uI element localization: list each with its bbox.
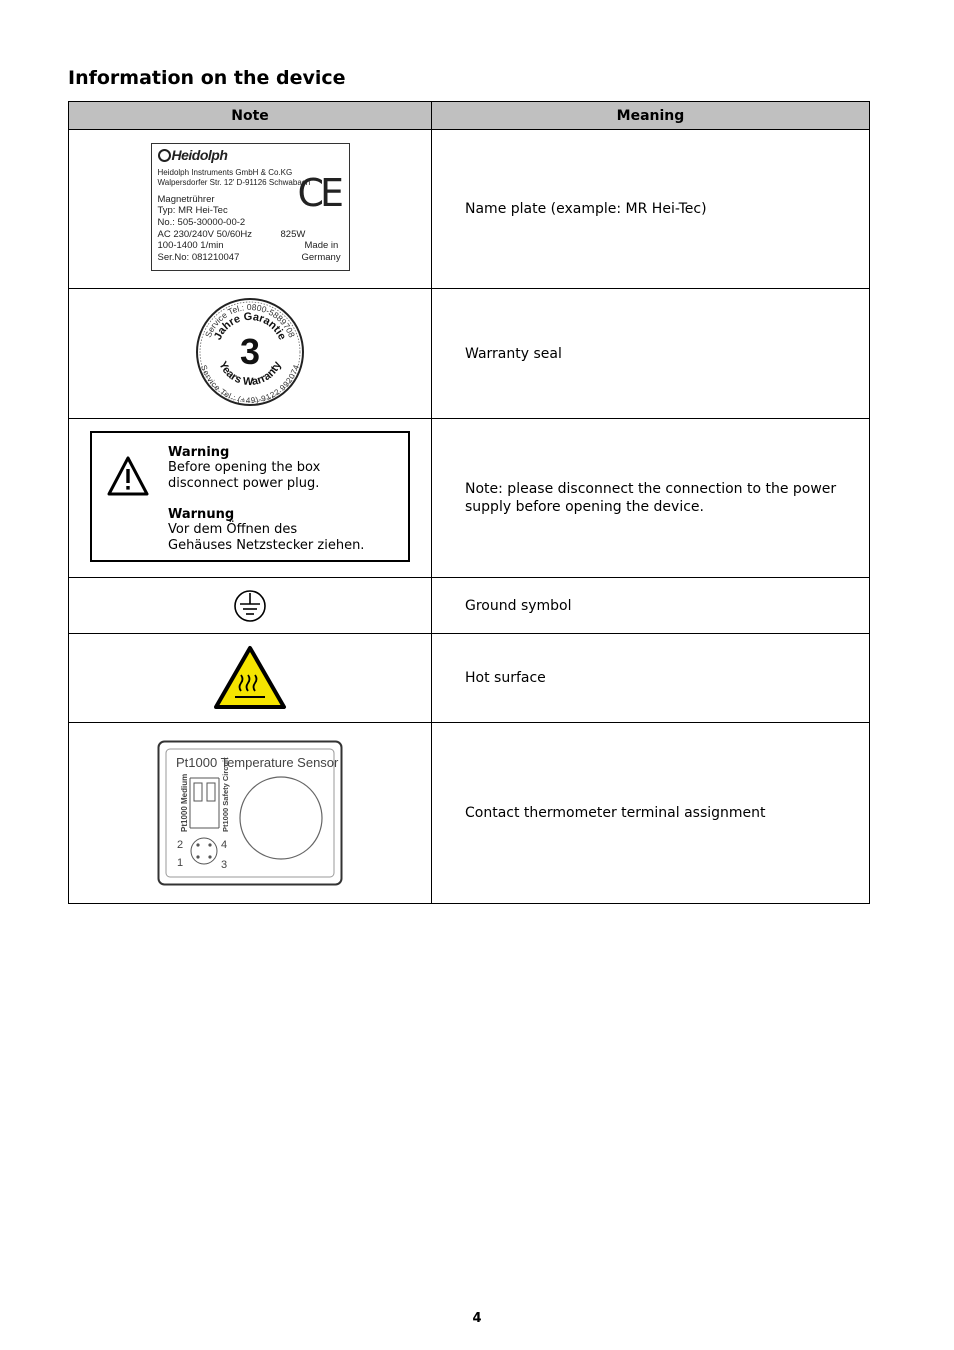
plate-address: Walpersdorfer Str. 12' D-91126 Schwabach <box>157 178 311 187</box>
meaning-cell: Contact thermometer terminal assignment <box>432 723 870 904</box>
ground-symbol-cell <box>69 578 432 634</box>
meaning-cell: Note: please disconnect the connection to the power supply before opening the device. <box>432 419 870 578</box>
warning-label <box>90 431 410 562</box>
table-row <box>69 634 870 723</box>
ce-mark: CE <box>297 171 341 215</box>
warning-line1-de: Vor dem Öffnen des <box>168 522 298 537</box>
table-row <box>69 289 870 419</box>
plate-power: AC 230/240V 50/60Hz <box>157 229 253 240</box>
meaning-column-header: Meaning <box>432 102 870 130</box>
heidolph-logo: Heidolph <box>158 149 228 162</box>
svg-text:Pt1000 Safety Circuit: Pt1000 Safety Circuit <box>221 757 230 832</box>
svg-text:Service Tel.: 0800-5889708: Service Tel.: 0800-5889708 <box>202 301 298 339</box>
warning-box-cell <box>69 419 432 578</box>
table-row <box>69 578 870 634</box>
meaning-cell: Ground symbol <box>432 578 870 634</box>
warranty-seal-cell <box>69 289 432 419</box>
sensor-label-icon <box>157 740 343 886</box>
plate-number: No.: 505-30000-00-2 <box>157 217 246 228</box>
svg-text:3: 3 <box>239 330 261 372</box>
svg-text:Service Tel.: (+49)-9122 99207: Service Tel.: (+49)-9122 992074 <box>199 363 301 405</box>
plate-speed: 100-1400 1/min <box>157 240 224 251</box>
svg-text:4: 4 <box>221 839 228 851</box>
hot-surface-icon <box>213 645 287 711</box>
meaning-cell: Hot surface <box>432 634 870 723</box>
svg-text:Jahre Garantie: Jahre Garantie <box>211 310 289 342</box>
plate-company: Heidolph Instruments GmbH & Co.KG <box>157 168 293 177</box>
warning-line2-en: disconnect power plug. <box>168 475 320 491</box>
plate-type: Typ: MR Hei-Tec <box>157 205 228 216</box>
device-info-table <box>68 101 870 904</box>
hot-surface-cell <box>69 634 432 723</box>
plate-country: Germany <box>301 252 341 263</box>
table-row <box>69 723 870 904</box>
plate-made-in: Made in <box>304 240 339 251</box>
name-plate-cell <box>69 130 432 289</box>
meaning-cell: Warranty seal <box>432 289 870 419</box>
svg-text:Pt1000 Medium: Pt1000 Medium <box>180 773 189 832</box>
warranty-seal-icon <box>194 297 306 407</box>
svg-text:1: 1 <box>177 857 184 869</box>
note-column-header: Note <box>69 102 432 130</box>
warning-line1-en: Before opening the box <box>168 460 321 475</box>
warning-title-en: Warning <box>168 444 230 460</box>
plate-product: Magnetrührer <box>157 194 215 205</box>
warning-triangle-icon <box>106 455 150 497</box>
table-header-row <box>69 102 870 130</box>
page-title: Information on the device <box>68 67 346 89</box>
plate-watt: 825W <box>280 229 306 240</box>
plate-serial: Ser.No: 081210047 <box>157 252 240 263</box>
table-row <box>69 130 870 289</box>
page-number: 4 <box>472 1311 482 1326</box>
svg-text:Years Warranty: Years Warranty <box>216 359 284 388</box>
name-plate <box>151 143 350 271</box>
sensor-label-cell <box>69 723 432 904</box>
svg-text:3: 3 <box>221 859 228 871</box>
warning-title-de: Warnung <box>168 506 235 522</box>
warning-line2-de: Gehäuses Netzstecker ziehen. <box>168 537 365 553</box>
meaning-cell: Name plate (example: MR Hei-Tec) <box>432 130 870 289</box>
svg-text:2: 2 <box>177 839 184 851</box>
ground-symbol-icon <box>232 589 268 623</box>
table-row <box>69 419 870 578</box>
svg-text:Pt1000 Temperature Sensor: Pt1000 Temperature Sensor <box>176 755 339 770</box>
